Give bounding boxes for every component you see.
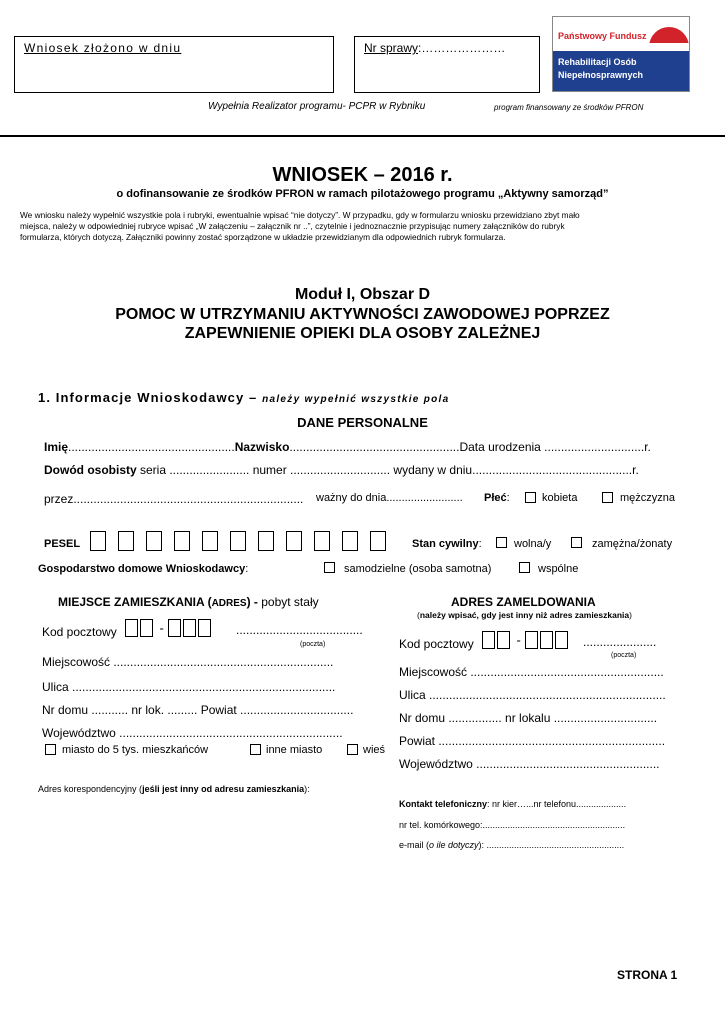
instructions-line-2: miejsca, należy w odpowiedniej rubryce wpisać „W załączeniu – załącznik nr ..”, czytelnie i jednoznacznie przypisując numery załączników do rubryk	[20, 221, 565, 231]
filled-by-note: Wypełnia Realizator programu- PCPR w Rybniku	[208, 101, 426, 112]
mobile-phone-field[interactable]: nr tel. komórkowego:.........................................................	[399, 820, 626, 830]
pesel-digit[interactable]	[286, 531, 302, 551]
residence-header: MIEJSCE ZAMIESZKANIA (ADRES) - pobyt stały	[58, 595, 319, 609]
postal-digit[interactable]	[482, 631, 495, 649]
case-number-box[interactable]	[354, 36, 540, 93]
pesel-digit[interactable]	[118, 531, 134, 551]
residence-post-office-caption: (poczta)	[300, 641, 326, 648]
personal-data-header: DANE PERSONALNE	[297, 415, 428, 430]
pesel-digit[interactable]	[370, 531, 386, 551]
sex-female-checkbox[interactable]	[525, 492, 536, 503]
postal-digit[interactable]	[540, 631, 553, 649]
residence-street-field[interactable]: Ulica ...............................................................................	[42, 680, 336, 694]
town-other-checkbox[interactable]	[250, 744, 261, 755]
registration-postal-label: Kod pocztowy	[399, 637, 474, 651]
residence-postal-label: Kod pocztowy	[42, 625, 117, 639]
postal-digit[interactable]	[140, 619, 153, 637]
household-shared-label: wspólne	[538, 563, 579, 575]
household-shared-checkbox[interactable]	[519, 562, 530, 573]
first-name-field[interactable]: Imię..................................................	[44, 440, 235, 454]
pesel-digit[interactable]	[230, 531, 246, 551]
civil-married-label: zamężna/żonaty	[592, 538, 673, 550]
case-number-label: Nr sprawy:…………………	[364, 41, 506, 55]
residence-post-office-field[interactable]: ......................................	[236, 623, 363, 637]
pesel-digit[interactable]	[342, 531, 358, 551]
town-small-label: miasto do 5 tys. mieszkańców	[62, 744, 209, 756]
module-name-line-2: ZAPEWNIENIE OPIEKI DLA OSOBY ZALEŻNEJ	[184, 325, 541, 342]
registration-district-field[interactable]: Powiat ....................................................................	[399, 734, 666, 748]
town-small-checkbox[interactable]	[45, 744, 56, 755]
postal-digit[interactable]	[525, 631, 538, 649]
page-number: STRONA 1	[617, 968, 678, 982]
sex-male-label: mężczyzna	[620, 492, 676, 504]
issued-by-field[interactable]: przez.....................................................................	[44, 492, 304, 506]
header-divider	[0, 135, 725, 137]
pesel-label: PESEL	[44, 538, 81, 550]
id-card-field[interactable]: Dowód osobisty seria ........................ numer .............................. wydany w dniu................................................r.	[44, 463, 639, 477]
postal-dash: -	[516, 632, 521, 648]
sex-male-checkbox[interactable]	[602, 492, 613, 503]
registration-street-field[interactable]: Ulica .......................................................................	[399, 688, 666, 702]
surname-field[interactable]: Nazwisko...................................................	[234, 440, 460, 454]
form-subtitle: o dofinansowanie ze środków PFRON w ramach pilotażowego programu „Aktywny samorząd”	[116, 188, 609, 200]
residence-voivodeship-field[interactable]: Województwo ...................................................................	[42, 726, 343, 740]
pesel-digit[interactable]	[314, 531, 330, 551]
postal-digit[interactable]	[183, 619, 196, 637]
pfron-logo	[552, 16, 690, 92]
residence-city-field[interactable]: Miejscowość ..................................................................	[42, 655, 334, 669]
village-label: wieś	[363, 744, 386, 756]
birth-date-field[interactable]: Data urodzenia ..............................r.	[459, 440, 651, 454]
pesel-digit[interactable]	[174, 531, 190, 551]
residence-house-field[interactable]: Nr domu ........... nr lok. ......... Powiat ..................................	[42, 703, 354, 717]
postal-dash: -	[159, 620, 164, 636]
instructions-line-1: We wniosku należy wypełnić wszystkie pola i rubryki, ewentualnie wpisać “nie dotyczy”. W przypadku, gdy w formularzu wniosku przewidziano zbyt mało	[20, 210, 580, 220]
correspondence-address-label: Adres korespondencyjny (jeśli jest inny od adresu zamieszkania):	[38, 784, 310, 794]
civil-free-label: wolna/y	[514, 538, 552, 550]
town-other-label: inne miasto	[266, 744, 323, 756]
registration-voivodeship-field[interactable]: Województwo .......................................................	[399, 757, 660, 771]
logo-line-2: Niepełnosprawnych	[558, 70, 644, 80]
postal-digit[interactable]	[125, 619, 138, 637]
registration-note: (należy wpisać, gdy jest inny niż adres zamieszkania)	[417, 610, 632, 620]
postal-digit[interactable]	[198, 619, 211, 637]
household-alone-label: samodzielne (osoba samotna)	[344, 563, 492, 575]
household-label: Gospodarstwo domowe Wnioskodawcy:	[38, 563, 249, 575]
name-row[interactable]	[44, 440, 651, 454]
pesel-digit[interactable]	[258, 531, 274, 551]
civil-married-checkbox[interactable]	[571, 537, 582, 548]
civil-status-label: Stan cywilny:	[412, 538, 482, 550]
pesel-digit[interactable]	[90, 531, 106, 551]
funded-by-note: program finansowany ze środków PFRON	[494, 103, 644, 112]
submitted-date-label: Wniosek złożono w dniu	[24, 41, 182, 55]
registration-post-office-caption: (poczta)	[611, 652, 637, 659]
sex-female-label: kobieta	[542, 492, 578, 504]
registration-post-office-field[interactable]: ......................	[583, 635, 657, 649]
submitted-date-box[interactable]	[14, 36, 334, 93]
valid-until-field[interactable]: ważny do dnia.........................	[316, 492, 463, 504]
instructions-line-3: formularza, których dotyczą. Załączniki powinny zostać sporządzone w układzie przewidzianym dla odpowiednich rubryk formularza.	[20, 232, 506, 242]
household-alone-checkbox[interactable]	[324, 562, 335, 573]
module-name-line-1: POMOC W UTRZYMANIU AKTYWNOŚCI ZAWODOWEJ POPRZEZ	[115, 306, 610, 323]
residence-postal-input[interactable]	[125, 619, 213, 637]
logo-mark-icon	[639, 17, 689, 51]
civil-free-checkbox[interactable]	[496, 537, 507, 548]
registration-header: ADRES ZAMELDOWANIA	[451, 595, 596, 609]
form-title: WNIOSEK – 2016 r.	[272, 164, 453, 186]
logo-line-1: Rehabilitacji Osób	[558, 57, 637, 67]
pesel-input[interactable]	[90, 531, 398, 551]
village-checkbox[interactable]	[347, 744, 358, 755]
logo-top-text: Państwowy Fundusz	[558, 31, 647, 41]
registration-postal-input[interactable]	[482, 631, 570, 649]
postal-digit[interactable]	[555, 631, 568, 649]
registration-house-field[interactable]: Nr domu ................ nr lokalu ...............................	[399, 711, 658, 725]
sex-label: Płeć:	[484, 492, 510, 504]
postal-digit[interactable]	[497, 631, 510, 649]
registration-city-field[interactable]: Miejscowość ..........................................................	[399, 665, 664, 679]
section-1-title: 1. Informacje Wnioskodawcy – należy wypełnić wszystkie pola	[38, 390, 450, 405]
module-title: Moduł I, Obszar D	[294, 286, 431, 303]
pesel-digit[interactable]	[202, 531, 218, 551]
postal-digit[interactable]	[168, 619, 181, 637]
email-field[interactable]: e-mail (o ile dotyczy): .......................................................	[399, 840, 625, 850]
pesel-digit[interactable]	[146, 531, 162, 551]
contact-phone-field[interactable]: Kontakt telefoniczny: nr kier…...nr telefonu....................	[399, 799, 627, 809]
